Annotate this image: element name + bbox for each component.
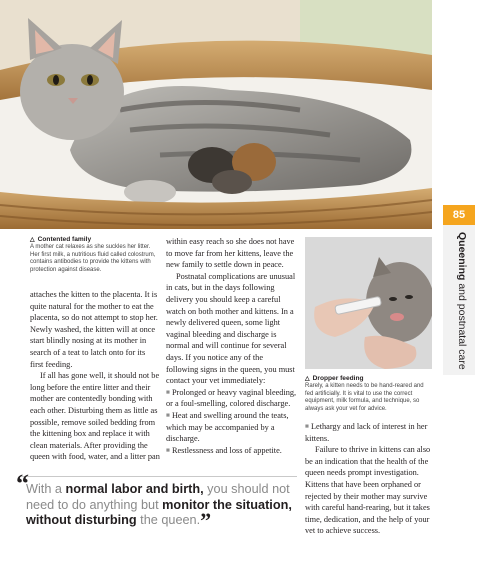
caption-2-title: Dropper feeding [312, 375, 364, 382]
body-column-1 [30, 289, 160, 463]
body-column-3 [305, 421, 433, 537]
body-column-2 [166, 236, 297, 456]
quote-divider [19, 476, 297, 477]
mother-cat-illustration [0, 0, 432, 229]
pull-quote [16, 469, 294, 533]
quote-text: With a [26, 482, 66, 496]
kitten-dropper-illustration [305, 237, 432, 369]
list-item: ■ Prolonged or heavy vaginal bleeding, or a foul-smelling, colored discharge. [166, 387, 297, 410]
section-title-rest: and postnatal care [456, 280, 468, 370]
quote-text: the queen. [136, 513, 201, 527]
caption-2-title-line [305, 375, 432, 383]
quote-emphasis: normal labor and birth, [65, 482, 204, 496]
page-number: 85 [443, 205, 475, 225]
list-item: ■ Heat and swelling around the teats, which may be accompanied by a discharge. [166, 410, 297, 445]
caption-1-text: A mother cat relaxes as she suckles her litter. Her first milk, a nutritious fluid called colostrum, contains antibodies to provide the kittens with protection against disease. [30, 244, 156, 273]
triangle-up-icon: △ [305, 376, 310, 382]
dropper-feeding-photo [305, 237, 432, 369]
paragraph: Failure to thrive in kittens can also be an indication that the health of the queen needs prompt investigation. Kittens that have been orphaned or rejected by their mother may survive with careful hand-rearing, but it takes time, dedication, and the help of your vet to achieve success. [305, 445, 431, 536]
photo-caption-2 [305, 375, 432, 413]
quote-emphasis: monitor the situation, without disturbing [26, 497, 292, 527]
open-quote-mark: “ [16, 469, 29, 498]
caption-1-title: Contented family [37, 236, 92, 243]
caption-2-text: Rarely, a kitten needs to be hand-reared and fed artificially. It is vital to use the correct equipment, milk formula, and technique, so always ask your vet for advice. [305, 383, 424, 412]
paragraph: If all has gone well, it should not be long before the entire litter and their mother are contentedly bonding with each other. Disturbing them as little as possible, remove soiled bedding from the kittening box and replace it with clean materials. After providing the queen with food, water, and a litter pan [30, 371, 160, 462]
photo-caption-1 [30, 236, 160, 274]
list-item: ■ Restlessness and loss of appetite. [166, 445, 297, 457]
hero-photo [0, 0, 432, 229]
paragraph: Postnatal complications are unusual in cats, but in the days following delivery you should keep a careful watch on both mother and kittens. In a newly delivered queen, some light vaginal bleeding and discharge is normal and will continue for several days. If you notice any of the following signs in the queen, you must contact your vet immediately: [166, 271, 296, 386]
quote-text: you should not need to do anything but [26, 482, 290, 512]
triangle-up-icon: △ [30, 237, 35, 243]
section-title [452, 232, 468, 372]
paragraph: within easy reach so she does not have to move far from her kittens, leave the new family to settle down in peace. [166, 237, 295, 270]
caption-1-title-line [30, 236, 160, 244]
list-item: ■ Lethargy and lack of interest in her kittens. [305, 421, 433, 444]
paragraph: attaches the kitten to the placenta. It is quite natural for the mother to eat the placenta, so do not attempt to stop her. Newly washed, the kitten will at once start blindly nosing at its mother in search of a teat to latch onto for its first feeding. [30, 290, 158, 369]
close-quote-mark: ” [200, 508, 212, 533]
section-title-bold: Queening [456, 232, 468, 281]
